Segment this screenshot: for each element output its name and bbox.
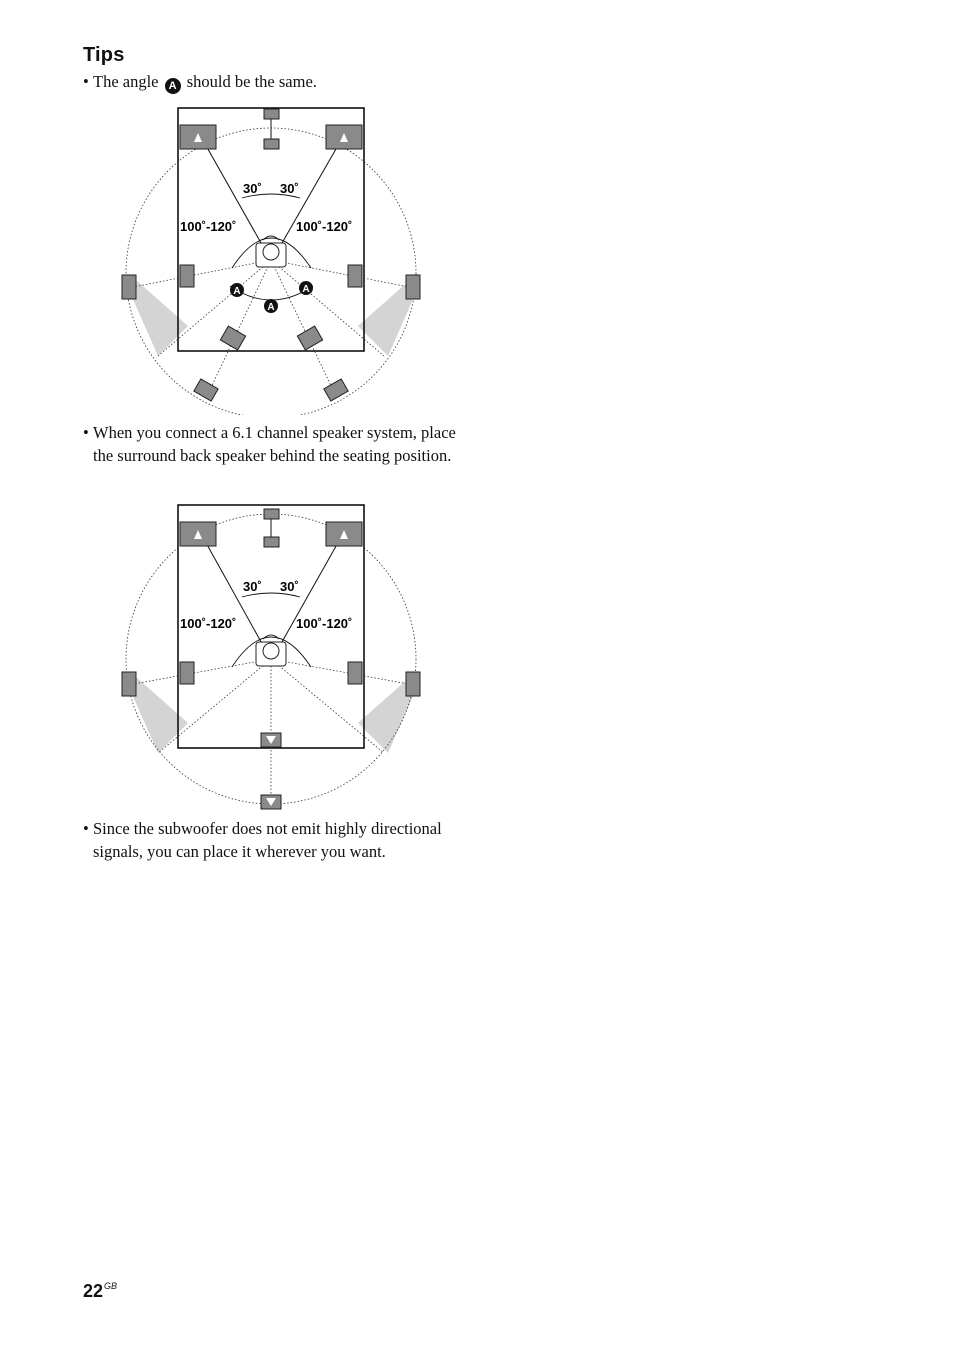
tip-angle-same: • The angle A should be the same. [83, 72, 317, 92]
tip-surround-back-text: When you connect a 6.1 channel speaker system, place the surround back speaker behind the seating position. [93, 423, 456, 465]
tip-subwoofer-text: Since the subwoofer does not emit highly directional signals, you can place it wherever you want. [93, 819, 442, 861]
speaker-layout-diagram-2 [118, 497, 428, 817]
surround-right-outer-icon [406, 672, 420, 696]
angle-marker-a-icon [230, 283, 244, 297]
surround-back-right-outer-icon [324, 379, 348, 401]
surround-back-right-inner-icon [297, 326, 322, 350]
marker-a-icon: A [165, 78, 181, 94]
tip-text-before: The angle [93, 72, 159, 91]
surround-right-outer-icon [406, 275, 420, 299]
page-number-suffix: GB [104, 1281, 118, 1291]
surround-left-outer-icon [122, 672, 136, 696]
surround-right-inner-icon [348, 265, 362, 287]
surround-range-right-label: 100˚-120˚ [296, 616, 353, 631]
front-angle-left-label: 30˚ [243, 181, 262, 196]
surround-range-left-label: 100˚-120˚ [180, 616, 237, 631]
center-speaker-alt-icon [264, 139, 279, 149]
surround-range-right-label: 100˚-120˚ [296, 219, 353, 234]
speaker-layout-diagram-1 [118, 100, 428, 420]
surround-back-left-inner-icon [220, 326, 245, 350]
tip-surround-back: • When you connect a 6.1 channel speaker system, place the surround back speaker behind the seating position. [83, 421, 468, 467]
svg-text:A: A [233, 286, 241, 297]
front-angle-right-label: 30˚ [280, 181, 299, 196]
surround-zone-left [128, 677, 188, 753]
listening-circle [126, 128, 416, 415]
center-speaker-icon [264, 509, 279, 519]
center-speaker-alt-icon [264, 537, 279, 547]
page-number: $22^{GB}$ [83, 1281, 118, 1301]
surround-zone-left [128, 280, 188, 356]
surround-left-inner-icon [180, 265, 194, 287]
svg-text:A: A [267, 302, 275, 313]
angle-marker-a-icon [299, 281, 313, 295]
center-speaker-icon [264, 109, 279, 119]
tip-subwoofer: • Since the subwoofer does not emit highly directional signals, you can place it wherever you want. [83, 817, 468, 863]
tip-text-after: should be the same. [186, 72, 317, 91]
surround-left-outer-icon [122, 275, 136, 299]
surround-range-left-label: 100˚-120˚ [180, 219, 237, 234]
svg-text:A: A [302, 284, 310, 295]
tips-heading: Tips [83, 44, 125, 66]
surround-right-inner-icon [348, 662, 362, 684]
angle-marker-a-icon [264, 299, 278, 313]
surround-left-inner-icon [180, 662, 194, 684]
front-angle-left-label: 30˚ [243, 579, 262, 594]
front-angle-right-label: 30˚ [280, 579, 299, 594]
